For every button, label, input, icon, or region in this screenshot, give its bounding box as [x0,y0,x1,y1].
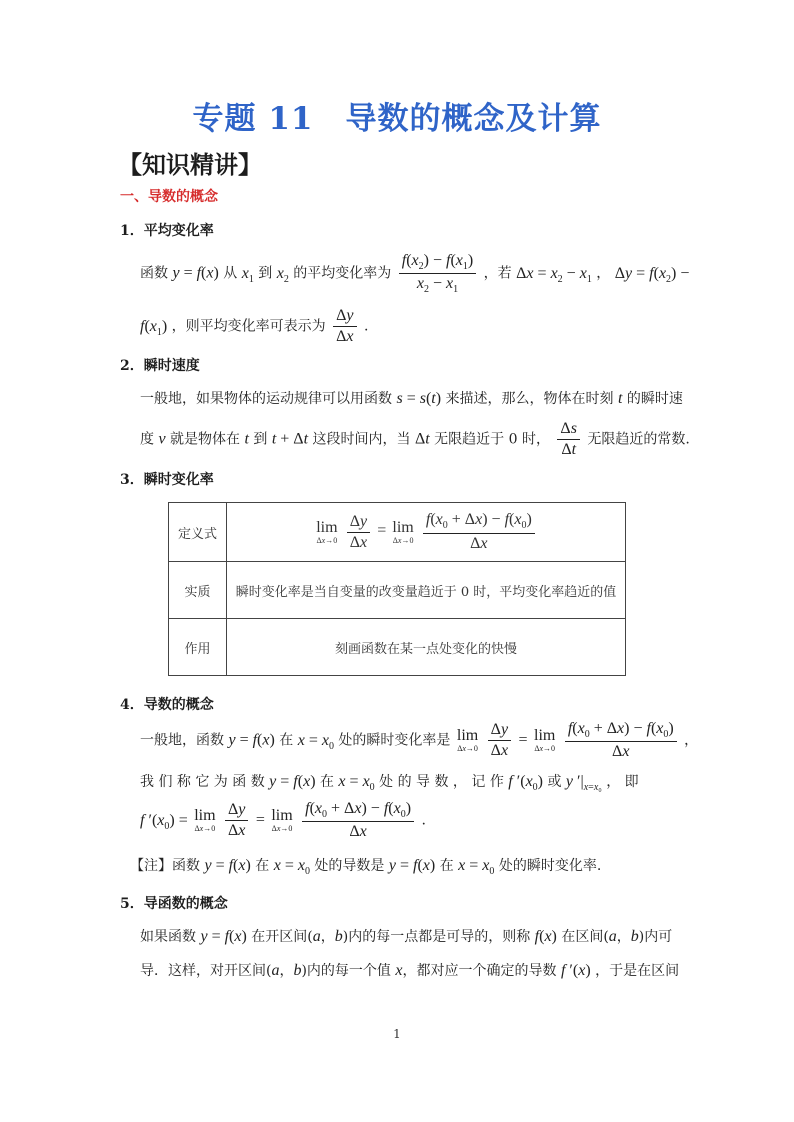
paragraph-derivative-3: f $'(x_0)$ = lim Δx→0 $\frac{\Delta y}{\Delta x}$ = lim Δx→0 $\frac{f(x_0 + \Delta x) - f(x_0)}{\Delta x}$ . [140,800,426,841]
fraction-ds-dt: $\frac{\Delta s}{\Delta t}$ [557,420,580,459]
page-title: 专题 11 导数的概念及计算 [192,101,602,137]
limit-operator: lim Δx→0 [271,807,293,834]
heading-instant-velocity: 2．瞬时速度 [120,358,200,374]
heading-average-rate: 1．平均变化率 [120,223,214,239]
paragraph-derivative-1: 一般地，函数 y = f(x) 在 $x = x_0$ 处的瞬时变化率是 lim Δx→0 $\frac{\Delta y}{\Delta x}$ = lim Δx→0 $\frac{f(x_0 + \Delta x) - f(x_0)}{\Delta x}$ ， [140,720,699,761]
heading-instant-rate: 3．瞬时变化率 [120,472,214,488]
definition-table [168,502,626,676]
fraction-dy-dx: $\frac{\Delta y}{\Delta x}$ [488,721,511,760]
note-label: 【注】 [130,858,172,874]
fraction-dy-dx: $\frac{\Delta y}{\Delta x}$ [225,801,248,840]
table-formula-cell: lim Δx→0 $\frac{\Delta y}{\Delta x}$ = lim Δx→0 $\frac{f(x_0 + \Delta x) - f(x_0)}{\Delta x}$ [227,503,626,562]
table-row [169,562,626,619]
paragraph-velocity-2: 度 v 就是物体在 t 到 t + Δt 这段时间内，当 Δt 无限趋近于 0 时， $\frac{\Delta s}{\Delta t}$ 无限趋近的常数. [140,420,690,458]
fraction-average-rate: $\frac{f(x_2) - f(x_1)}{x_2 - x_1}$ [399,252,476,295]
table-row [169,619,626,676]
fraction-limit-definition: $\frac{f(x_0 + \Delta x) - f(x_0)}{\Delta x}$ [565,720,677,761]
page-number: 1 [393,1027,401,1041]
knowledge-header: 【知识精讲】 [118,150,262,179]
table-key-cell: 实质 [169,562,227,619]
fraction-limit-definition: $\frac{f(x_0 + \Delta x) - f(x_0)}{\Delta x}$ [423,511,535,552]
heading-derivative-function: 5．导函数的概念 [120,896,228,912]
fraction-dy-dx: $\frac{\Delta y}{\Delta x}$ [347,513,370,552]
limit-operator: lim Δx→0 [316,518,338,545]
section-heading: 一、导数的概念 [120,189,218,205]
table-key-cell: 定义式 [169,503,227,562]
limit-operator: lim Δx→0 [392,518,414,545]
paragraph-average-rate-1: 函数 y = f(x) 从 $x_1$ 到 $x_2$ 的平均变化率为 $\frac{f(x_2) - f(x_1)}{x_2 - x_1}$ ，若 $\Delta x = x_2 - x_1$ ， $\Delta y = f(x_2)$ − [140,252,690,296]
table-key-cell: 作用 [169,619,227,676]
paragraph-average-rate-2: $f(x_1)$ ，则平均变化率可表示为 $\frac{\Delta y}{\Delta x}$ . [140,307,369,345]
paragraph-derivative-2: 我 们 称 它 为 函 数 y = f(x) 在 $x = x_0$ 处 的 导 数 ， 记 作 f $'(x_0)$ 或 y $'|_{x=x_0}$ ， 即 [140,773,639,794]
limit-operator: lim Δx→0 [194,807,216,834]
limit-operator: lim Δx→0 [534,727,556,754]
heading-derivative-concept: 4．导数的概念 [120,697,214,713]
table-value-cell: 瞬时变化率是当自变量的改变量趋近于 0 时，平均变化率趋近的值 [227,562,626,619]
paragraph-derivative-function-2: 导．这样，对开区间(a，b)内的每一个值 x，都对应一个确定的导数 f ′(x) ，于是在区间 [140,962,680,979]
fraction-limit-definition: $\frac{f(x_0 + \Delta x) - f(x_0)}{\Delta x}$ [302,800,414,841]
note-paragraph: 【注】函数 y = f(x) 在 $x = x_0$ 处的导数是 y = f(x) 在 $x = x_0$ 处的瞬时变化率. [130,857,602,878]
fraction-dy-dx: $\frac{\Delta y}{\Delta x}$ [333,307,356,346]
paragraph-velocity-1: 一般地，如果物体的运动规律可以用函数 s = s(t) 来描述，那么，物体在时刻 t 的瞬时速 [140,390,683,407]
paragraph-derivative-function-1: 如果函数 y = f(x) 在开区间(a，b)内的每一点都是可导的，则称 f(x) 在区间(a，b)内可 [140,928,673,945]
table-value-cell: 刻画函数在某一点处变化的快慢 [227,619,626,676]
table-row [169,503,626,562]
limit-operator: lim Δx→0 [456,727,479,754]
